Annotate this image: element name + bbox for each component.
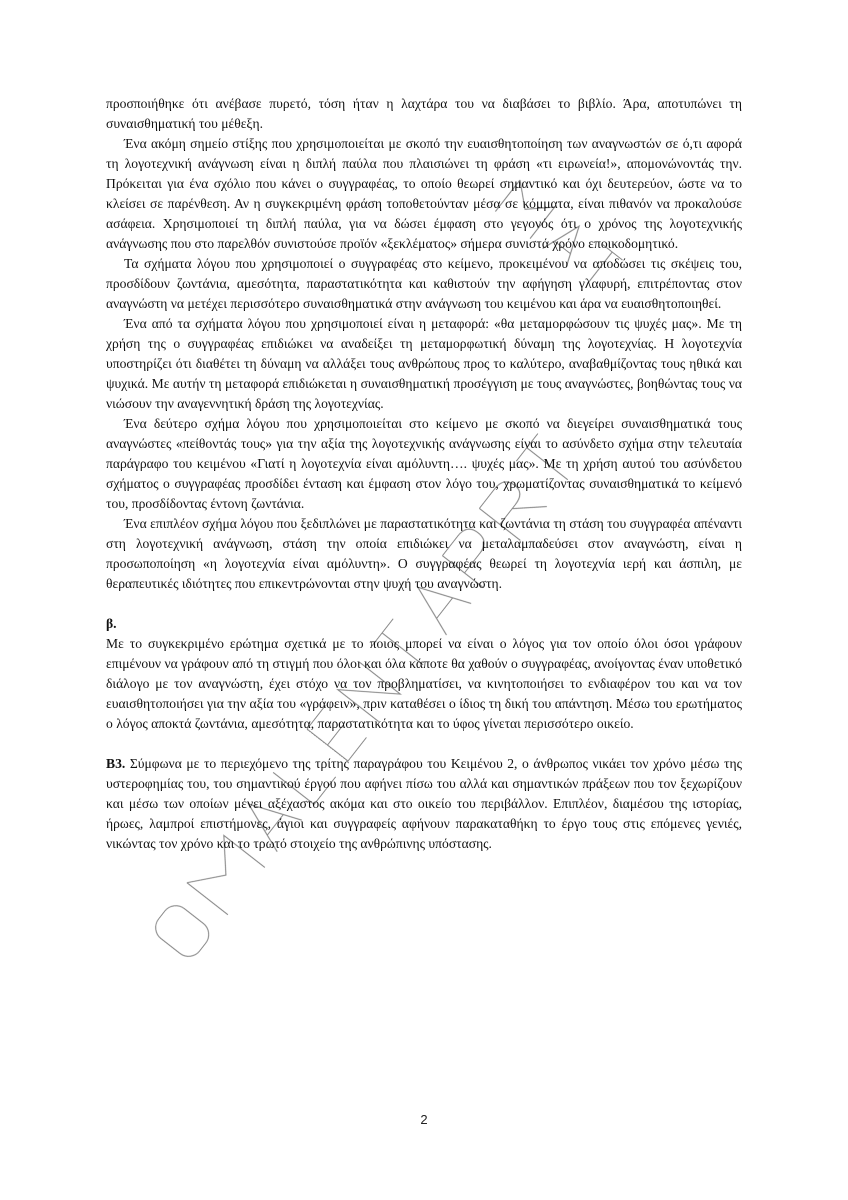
paragraph-asyndeton: Ένα δεύτερο σχήμα λόγου που χρησιμοποιείται στο κείμενο με σκοπό να διεγείρει συναισθηματικά τους αναγνώστες «πείθοντάς τους» για την αξία της λογοτεχνικής ανάγνωσης είναι το ασύνδετο σχήμα στην τελευταία παράγραφο του κειμένου «Γιατί η λογοτεχνία είναι αμόλυντη…. ψυχές μας». Με τη χρήση αυτού του ασύνδετου σχήματος ο συγγραφέας προσδίδει ένταση και έμφαση στον λόγο του, χρωματίζοντας συναισθηματικά το κείμενό του, προσδίδοντας έντονη ζωντάνια. [106,416,742,511]
section-heading-beta: β. [106,616,117,631]
paragraph-b3-text: Σύμφωνα με το περιεχόμενο της τρίτης παραγράφου του Κειμένου 2, ο άνθρωπος νικάει τον χρόνο μέσω της υστεροφημίας του, του σημαντικού έργου που αφήνει πίσω του αλλά και σημαντικών πράξεων που τον ξεχωρίζουν και μέσω των οποίων μένει αξέχαστος ακόμα και στο οικείο του περιβάλλον. Επιπλέον, διαμέσου της ιστορίας, ήρωες, λαμπροί επιστήμονες, άγιοι και συγγραφείς αφήνουν παρακαταθήκη το έργο τους στις επόμενες γενιές, νικώντας τον χρόνο και το τρωτό στοιχείο της ανθρώπινης υπόστασης. [106,756,742,851]
page-number: 2 [420,1112,428,1127]
paragraph-metaphor: Ένα από τα σχήματα λόγου που χρησιμοποιεί είναι η μεταφορά: «θα μεταμορφώσουν τις ψυχές μας». Με τη χρήση της ο συγγραφέας επιδιώκει να αναδείξει τη μεταμορφωτική δύναμη της λογοτεχνίας. Η λογοτεχνία υποστηρίζει ότι διαθέτει τη δύναμη να αλλάξει τους ανθρώπους προς το καλύτερο, αναβαθμίζοντας τους ηθικά και ψυχικά. Με αυτήν τη μεταφορά επιδιώκεται η συναισθηματική προσέγγιση με τους αναγνώστες, βοηθώντας τους να νιώσουν την αναγεννητική δράση της λογοτεχνίας. [106,316,742,411]
paragraph-punctuation-dash: Ένα ακόμη σημείο στίξης που χρησιμοποιείται με σκοπό την ευαισθητοποίηση των αναγνωστών σε ό,τι αφορά τη λογοτεχνική ανάγνωση είναι η διπλή παύλα που πλαισιώνει τη φράση «τι ειρωνεία!», απομονώνοντάς την. Πρόκειται για ένα σχόλιο που κάνει ο συγγραφέας, το οποίο θεωρεί σημαντικό και όχι δευτερεύον, ώστε να το κλείσει σε παρένθεση. Αν η συγκεκριμένη φράση τοποθετούνταν μέσα σε κόμματα, είναι πιθανόν να προκαλούσε ασάφεια. Χρησιμοποιεί τη διπλή παύλα, για να δώσει έμφαση στο γεγονός ότι ο χρόνος της λογοτεχνικής ανάγνωσης που στο παρελθόν συνιστούσε προϊόν «ξεκλέματος» σήμερα συνιστά χρόνο εποικοδομητικό. [106,136,742,251]
document-body [106,94,742,854]
paragraph-beta: Με το συγκεκριμένο ερώτημα σχετικά με το ποιος μπορεί να είναι ο λόγος για τον οποίο όλοι όσοι γράφουν επιμένουν να γράφουν από τη στιγμή που όλοι και όλα κάποτε θα χαθούν ο συγγραφέας, ανοίγοντας έναν υποθετικό διάλογο με τον αναγνώστη, έχει στόχο να τον προβληματίσει, να κινητοποιήσει το ενδιαφέρον του και να τον ευαισθητοποιήσει για την αξία του «γράφειν», πριν καταθέσει ο ίδιος τη δική του απάντηση. Μέσω του ερωτήματος ο λόγος αποκτά ζωντάνια, αμεσότητα, παραστατικότητα και το ύφος γίνεται περισσότερο οικείο. [106,636,742,731]
paragraph-personification: Ένα επιπλέον σχήμα λόγου που ξεδιπλώνει με παραστατικότητα και ζωντάνια τη στάση του συγγραφέα απέναντι στη λογοτεχνική ανάγνωση, στάση την οποία επιδιώκει να μεταλαμπαδεύσει στον αναγνώστη, είναι η προσωποποίηση «η λογοτεχνία είναι αμόλυντη». Ο συγγραφέας θεωρεί τη λογοτεχνία ιερή και άσπιλη, με θεραπευτικές ιδιότητες που επικεντρώνονται στην ψυχή του αναγνώστη. [106,516,742,591]
paragraph-continuation: προσποιήθηκε ότι ανέβασε πυρετό, τόση ήταν η λαχτάρα του να διαβάσει το βιβλίο. Άρα, αποτυπώνει τη συναισθηματική του μέθεξη. [106,96,742,131]
paragraph-figures-of-speech: Τα σχήματα λόγου που χρησιμοποιεί ο συγγραφέας στο κείμενο, προκειμένου να αποδώσει τις σκέψεις του, προσδίδουν ζωντάνια, αμεσότητα, παραστατικότητα και καθιστούν την αφήγηση γλαφυρή, επιτρέποντας στον αναγνώστη να μετέχει περισσότερο συναισθηματικά στην ανάγνωση του κειμένου και άρα να ευαισθητοποιηθεί. [106,256,742,311]
section-label-b3: Β3. [106,756,126,771]
paragraph-b3 [106,754,742,854]
